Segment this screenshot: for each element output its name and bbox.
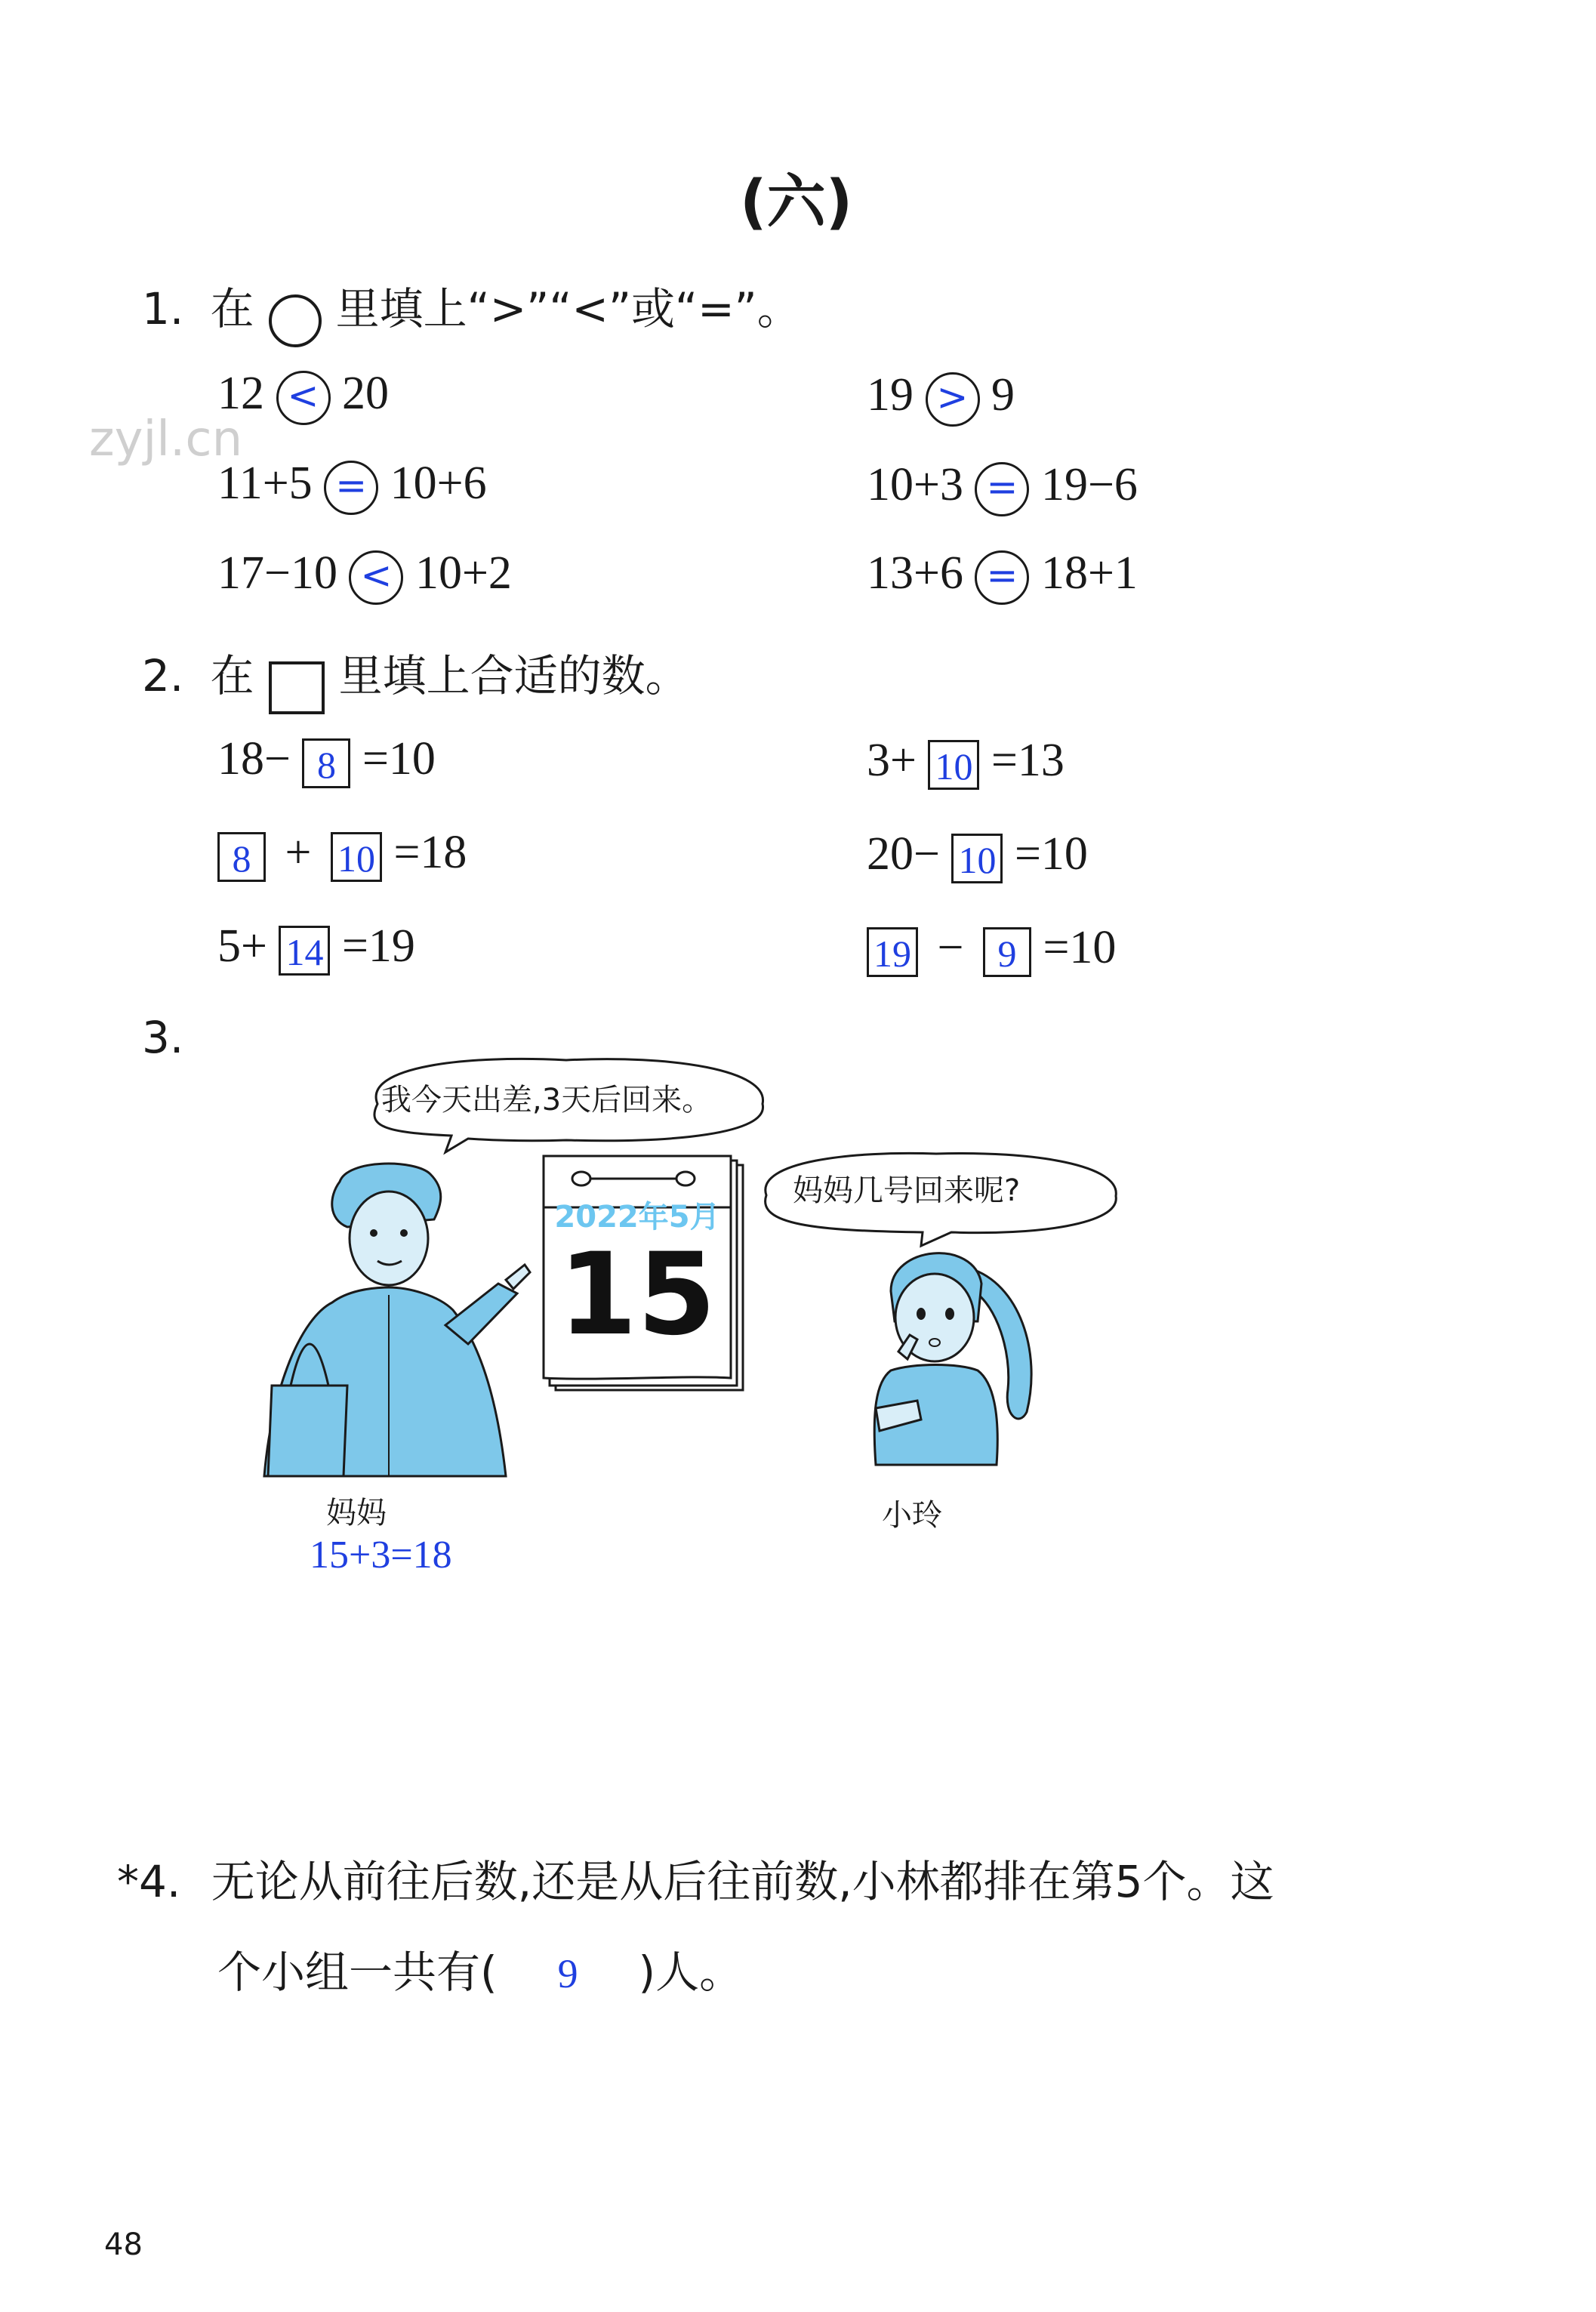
- q4-answer[interactable]: 9: [557, 1951, 578, 1996]
- q2-result: =10: [362, 733, 436, 785]
- calendar: [538, 1151, 749, 1395]
- q2-answer-box[interactable]: 8: [217, 832, 266, 882]
- q1-right: 10+6: [390, 458, 487, 509]
- q1-right: 18+1: [1040, 547, 1138, 599]
- q2-answer-box[interactable]: 9: [983, 927, 1031, 977]
- q2-answer-box[interactable]: 19: [867, 927, 918, 977]
- q1-prefix: 在: [210, 283, 254, 334]
- square-blank-icon: [269, 661, 325, 714]
- q2-answer-box[interactable]: 10: [331, 832, 382, 882]
- q3-number: 3.: [142, 1012, 184, 1063]
- q1-right: 19−6: [1040, 459, 1138, 510]
- q1-answer-circle[interactable]: =: [324, 461, 378, 515]
- q1-left: 12: [217, 368, 264, 419]
- circle-blank-icon: [269, 294, 322, 347]
- q2-answer-box[interactable]: 10: [951, 834, 1003, 883]
- q4-number: *4.: [117, 1856, 181, 1907]
- calendar-month: 2022年5月: [554, 1200, 720, 1235]
- q1-left: 10+3: [867, 459, 963, 510]
- q2-prefix: 在: [210, 650, 254, 701]
- q2-answer-box[interactable]: 10: [928, 740, 979, 790]
- q2-result: =19: [341, 920, 415, 972]
- q2-result: =13: [991, 735, 1065, 786]
- q1-answer-circle[interactable]: <: [349, 550, 403, 605]
- q1-row-6: [867, 547, 1138, 605]
- q1-row-2: [867, 368, 1015, 427]
- q1-right: 9: [991, 369, 1015, 421]
- q4-line-1: [117, 1846, 1274, 1910]
- q1-left: 17−10: [217, 547, 337, 599]
- page-number: 48: [104, 2227, 143, 2262]
- q1-number: 1.: [142, 283, 184, 334]
- q1-answer-circle[interactable]: =: [975, 462, 1029, 516]
- q2-row-3: [217, 826, 467, 882]
- q1-right: 20: [342, 368, 389, 419]
- q1-left: 13+6: [867, 547, 963, 599]
- q4-text-1: 无论从前往后数,还是从后往前数,小林都排在第5个。这: [211, 1856, 1274, 1907]
- q1-row-1: [217, 367, 389, 425]
- q2-row-2: [867, 734, 1065, 790]
- page-title: (六): [740, 168, 853, 236]
- q2-result: =10: [1014, 828, 1088, 880]
- q1-left: 19: [867, 369, 914, 421]
- q2-number: 2.: [142, 650, 184, 701]
- calendar-day: 15: [558, 1229, 716, 1361]
- q2-row-1: [217, 732, 436, 788]
- q1-row-5: [217, 547, 512, 605]
- q1-row-3: [217, 457, 487, 515]
- q2-answer-box[interactable]: 8: [302, 738, 350, 788]
- q2-answer-box[interactable]: 14: [279, 926, 330, 976]
- mom-illustration: [257, 1159, 544, 1499]
- q2-row-4: [867, 828, 1088, 883]
- q2-row-5: [217, 920, 415, 976]
- q2-result: =18: [393, 827, 467, 878]
- girl-illustration: [846, 1238, 1057, 1480]
- q2-term: 20−: [867, 828, 940, 880]
- q4-text-2b: )人。: [638, 1947, 744, 1998]
- girl-speech-text: 妈妈几号回来呢?: [793, 1173, 1021, 1208]
- q4-line-2: [217, 1937, 743, 2000]
- q2-operator: −: [937, 922, 964, 973]
- q1-heading: [142, 273, 801, 347]
- mom-label: 妈妈: [326, 1496, 387, 1531]
- q1-row-4: [867, 458, 1138, 516]
- q2-result: =10: [1043, 922, 1117, 973]
- q1-right: 10+2: [414, 547, 512, 599]
- q2-heading: [142, 640, 689, 714]
- q1-suffix: 里填上“>”“<”或“=”。: [335, 283, 801, 334]
- q2-row-6: [867, 921, 1116, 977]
- mom-speech-text: 我今天出差,3天后回来。: [381, 1083, 713, 1117]
- q2-term: 3+: [867, 735, 917, 786]
- q2-term: 18−: [217, 733, 291, 785]
- watermark: zyjl.cn: [89, 412, 243, 467]
- q3-answer[interactable]: 15+3=18: [310, 1534, 452, 1577]
- q2-term: 5+: [217, 920, 267, 972]
- q1-answer-circle[interactable]: >: [926, 372, 980, 427]
- q1-answer-circle[interactable]: =: [975, 550, 1029, 605]
- q2-operator: +: [285, 827, 312, 878]
- q4-text-2a: 个小组一共有(: [217, 1947, 498, 1998]
- q2-suffix: 里填上合适的数。: [338, 650, 689, 701]
- q1-answer-circle[interactable]: <: [276, 371, 331, 425]
- q1-left: 11+5: [217, 458, 313, 509]
- girl-label: 小玲: [882, 1498, 942, 1533]
